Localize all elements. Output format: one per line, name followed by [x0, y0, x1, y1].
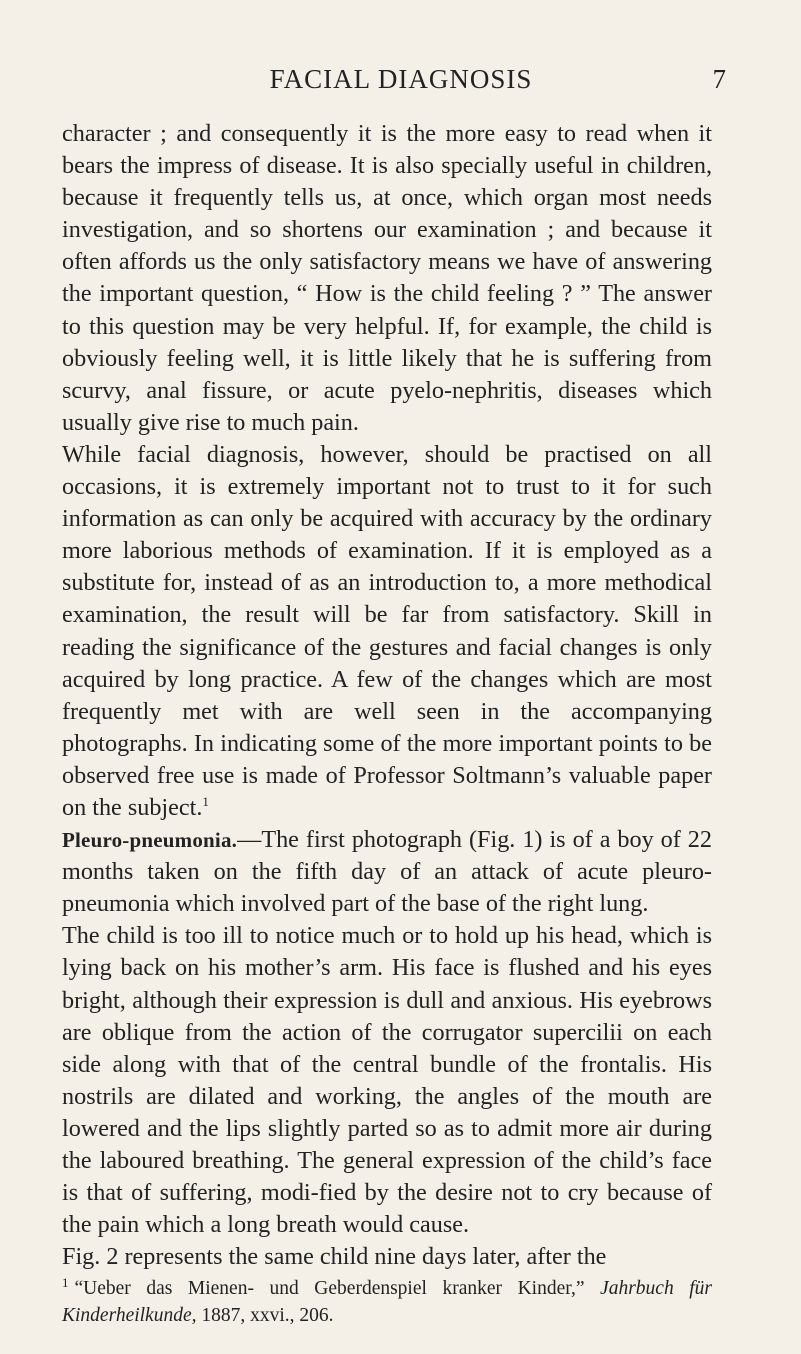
- body-text: [62, 118, 712, 1329]
- footnote-marker: 1: [62, 1274, 69, 1290]
- section-heading-pleuro-pneumonia: Pleuro-pneumonia.: [62, 828, 238, 853]
- footnote: [62, 1275, 712, 1329]
- paragraph-5: Fig. 2 represents the same child nine days later, after the: [62, 1243, 607, 1271]
- running-head: [76, 64, 726, 104]
- footnote-journal: Jahrbuch für Kinderheilkunde,: [62, 1278, 713, 1327]
- paragraph-4: The child is too ill to notice much or to hold up his head, which is lying back on his mother’s arm. His face is flushed and his eyes bright, although their expression is dull and anxious. His eyebrows are oblique from the action of the corrugator supercilii on each side along with that of the central bundle of the frontalis. His nostrils are dilated and working, the angles of the mouth are lowered and the lips slightly parted so as to admit more air during the laboured breathing. The general expression of the child’s face is that of suffering, modi-fied by the desire not to cry because of the pain which a long breath would cause.: [62, 922, 712, 1239]
- paragraph-2: [62, 439, 712, 824]
- paragraph-2-text: While facial diagnosis, however, should be practised on all occasions, it is extremely important not to trust to it for such information as can only be acquired with accuracy by the ordinary more laborious methods of examination. If it is employed as a substitute for, instead of as an introduction to, a more methodical examination, the result will be far from satisfactory. Skill in reading the significance of the gestures and facial changes is only acquired by long practice. A few of the changes which are most frequently met with are well seen in the accompanying photographs. In indicating some of the more important points to be observed free use is made of Professor Soltmann’s valuable paper on the subject.: [62, 440, 712, 821]
- paragraph-3: [62, 824, 712, 920]
- footnote-details: 1887, xxvi., 206.: [201, 1305, 334, 1327]
- footnote-reference: 1: [202, 793, 209, 809]
- paragraph-3-text: —The first photograph (Fig. 1) is of a boy of 22 months taken on the fifth day of an attack of acute pleuro-pneumonia which involved part of the base of the right lung.: [62, 826, 712, 918]
- footnote-text: “Ueber das Mienen- und Geberdenspiel kranker Kinder,”: [74, 1278, 585, 1300]
- paragraph-1: character ; and consequently it is the more easy to read when it bears the impress of disease. It is also specially useful in children, because it frequently tells us, at once, which organ most needs investigation, and so shortens our examination ; and because it often affords us the only satisfactory means we have of answering the important question, “ How is the child feeling ? ” The answer to this question may be very helpful. If, for example, the child is obviously feeling well, it is little likely that he is suffering from scurvy, anal fissure, or acute pyelo-nephritis, diseases which usually give rise to much pain.: [62, 120, 712, 436]
- running-title: FACIAL DIAGNOSIS: [269, 64, 533, 94]
- page-number: 7: [712, 64, 726, 94]
